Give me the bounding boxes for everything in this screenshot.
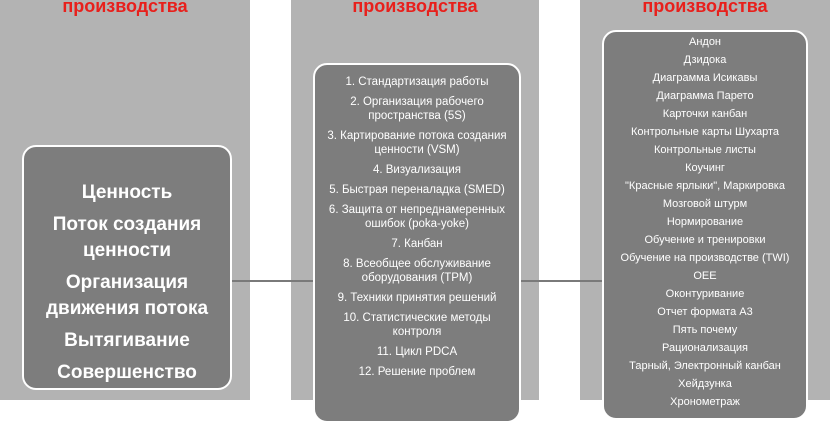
tool-item: Нормирование — [666, 216, 744, 228]
method-item: 10. Статистические методы контроля — [343, 312, 491, 338]
methods-column-header: производства — [352, 0, 478, 16]
tool-item: "Красные ярлыки", Маркировка — [625, 180, 785, 192]
method-item: 3. Картирование потока создания ценности (VSM) — [327, 130, 507, 156]
methods-box — [313, 63, 521, 423]
method-item: 4. Визуализация — [372, 164, 462, 176]
method-item: 9. Техники принятия решений — [337, 292, 497, 304]
principles-box — [22, 145, 232, 390]
principle-item: Ценность — [81, 182, 173, 203]
tool-item: Диаграмма Парето — [656, 90, 754, 102]
tools-column-header: производства — [642, 0, 768, 16]
connector-line-right — [519, 280, 604, 282]
tools-box — [602, 30, 808, 420]
method-item: 12. Решение проблем — [358, 366, 476, 378]
tool-item: Отчет формата А3 — [657, 306, 753, 318]
principle-item: Поток создания ценности — [52, 214, 202, 261]
principle-item: Совершенство — [57, 362, 197, 383]
principle-item: Организация движения потока — [45, 272, 209, 319]
tool-item: Оконтуривание — [665, 288, 745, 300]
tool-item: Карточки канбан — [662, 108, 748, 120]
method-item: 1. Стандартизация работы — [345, 76, 489, 88]
connector-line-left — [230, 280, 315, 282]
tool-item: Андон — [688, 36, 722, 48]
method-item: 5. Быстрая переналадка (SMED) — [329, 184, 505, 196]
method-item: 7. Канбан — [391, 238, 443, 250]
principle-item: Вытягивание — [64, 330, 190, 351]
method-item: 11. Цикл PDCA — [376, 346, 458, 358]
tool-item: Мозговой штурм — [662, 198, 748, 210]
tool-item: Обучение и тренировки — [644, 234, 766, 246]
tool-item: Хейдзунка — [678, 378, 732, 390]
method-item: 2. Организация рабочего пространства (5S) — [350, 96, 484, 122]
method-item: 6. Защита от непреднамеренных ошибок (poka-yoke) — [328, 204, 506, 230]
tool-item: Обучение на производстве (TWI) — [620, 252, 790, 264]
tool-item: Пять почему — [672, 324, 738, 336]
tool-item: Хронометраж — [670, 396, 740, 408]
tool-item: OEE — [693, 270, 717, 282]
tool-item: Диаграмма Исикавы — [652, 72, 758, 84]
tool-item: Дзидока — [683, 54, 727, 66]
tool-item: Коучинг — [685, 162, 725, 174]
tool-item: Контрольные листы — [654, 144, 756, 156]
principles-column-header: производства — [62, 0, 188, 16]
method-item: 8. Всеобщее обслуживание оборудования (TPM) — [343, 258, 491, 284]
tool-item: Рационализация — [662, 342, 748, 354]
tool-item: Тарный, Электронный канбан — [629, 360, 781, 372]
tool-item: Контрольные карты Шухарта — [631, 126, 779, 138]
